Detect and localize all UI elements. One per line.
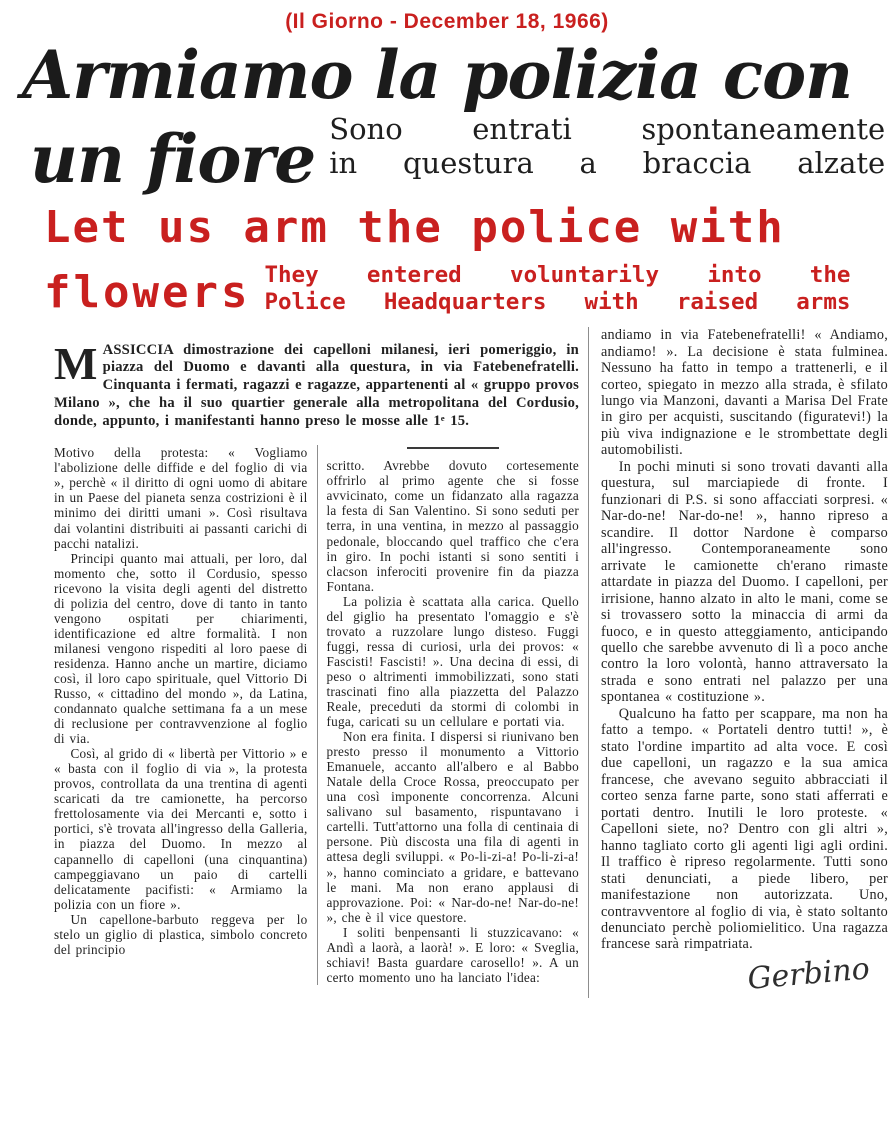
paragraph: Così, al grido di « libertà per Vittorio » e « basta con il foglio di via », la protesta provos, controllata da una trentina di agenti scaricati da tre camionette, ha percorso frettolosamente via dei Mercanti e, sotto i portici, s'è trovata all'ingresso della Galleria, in piazza del Duomo. In mezzo al capannello di capelloni (una cinquantina) campeggiavano un paio di cartelli delicatamente pacifisti: « Armiamo la polizia con un fiore ». (54, 746, 308, 912)
drop-cap: M (54, 337, 98, 389)
translation-subhead-line2: Police Headquarters with raised arms (264, 288, 851, 315)
translation-subhead (264, 262, 850, 315)
article-left-block (54, 327, 579, 998)
paragraph: scritto. Avrebbe dovuto cortesemente offrirlo al primo agente che si fosse avvicinato, come un fidanzato alla ragazza la festa di San Valentino. Si sono seduti per terra, in una ventina, in mezzo al passaggio pedonale, bloccando quel traffico che c'era in giro. In pochi istanti si sono sentiti i clacson inferociti provenire fin da piazza Fontana. (326, 458, 579, 594)
lead-text: ASSICCIA dimostrazione dei capelloni milanesi, ieri pomeriggio, in piazza del Duomo e davanti alla questura, in via Fatebenefratelli. Cinquanta i fermati, ragazzi e ragazze, appartenenti al « gruppo provos Milano », che ha il suo quartier generale alla metropolitana del Cordusio, donde, appunto, i manifestanti hanno preso le mosse alle 1ᵉ 15. (54, 341, 579, 429)
paragraph: In pochi minuti si sono trovati davanti alla questura, sul marciapiede di fronte. I funzionari di P.S. si sono affacciati sorpresi. « Nar-do-ne! Nar-do-ne! », hanno ripreso a scandire. Il dottor Nardone è comparso all'ingresso. Contemporaneamente sono arrivate le camionette ch'erano rimaste attardate in piazza del Duomo. I capelloni, per irrisione, hanno alzato in alto le mani, come se si trovassero sotto la minaccia di armi da fuoco, e in questo atteggiamento, anticipando quello che sarebbe avvenuto di lì a poco anche contro la loro volontà, hanno attraversato la strada e sono entrati nel palazzo per una spontanea « costituzione ». (601, 458, 888, 706)
column-3-text (601, 327, 888, 953)
translation-headline-line2: flowers (44, 267, 251, 319)
subhead-italian-line1: Sono entrati spontaneamente (329, 112, 886, 146)
subhead-italian (329, 112, 885, 180)
paragraph: Non era finita. I dispersi si riunivano ben presto presso il monumento a Vittorio Emanuele, accanto all'albero e al Babbo Natale della Croce Rossa, preoccupato per una così imponente concorrenza. Alcuni salivano sul basamento, rispuntavano i cartelli. Tutt'attorno una folla di centinaia di persone. Più discosta una fila di agenti in attesa degli sviluppi. « Po-li-zi-a! Po-li-zi-a! », hanno cominciato a gridare, e battevano le mani. Ma non erano applausi di approvazione. Poi: « Nar-do-ne! Nar-do-ne! », che è il vice questore. (326, 729, 579, 925)
paragraph: Qualcuno ha fatto per scappare, ma non ha fatto a tempo. « Portateli dentro tutti! », è stato l'ordine impartito ad alta voce. E così due capelloni, un ragazzo e la sua amica francese, che avevano seguito abbracciati il corteo senza farne parte, sono stati afferrati e portati dentro. Inutili le loro proteste. « Capelloni siete, no? Dentro con gli altri », hanno tagliato corto gli agenti ligi agli ordini. Il traffico è ripreso regolarmente. Tutti sono stati denunciati, a piede libero, per manifestazione non autorizzata. Uno, contravventore al foglio di via, è stato soltanto denunciato perchè poliomielitico. Una ragazza francese sarà rimpatriata. (601, 705, 888, 953)
column-2-separator-rule (407, 447, 499, 449)
paragraph: Principi quanto mai attuali, per loro, dal momento che, sotto il Cordusio, spesso ricevono la visita degli agenti del distretto di polizia del centro, dove di tanto in tanto vengono ospitati per chiarimenti, identificazione ed altre formalità. I non milanesi vengono rispediti al loro paese di residenza. Hanno anche un martire, diciamo così, il loro capo spirituale, quel Vittorio Di Russo, « cittadino del mondo », da Latina, condannato qualche settimana fa a un mese di reclusione per contravvenzione al foglio di via. (54, 550, 308, 747)
translation-subhead-line1: They entered voluntarily into the (264, 262, 851, 288)
lead-paragraph (54, 337, 579, 431)
column-3 (588, 327, 888, 998)
source-date-note: (Il Giorno - December 18, 1966) (285, 10, 609, 33)
column-2 (317, 445, 580, 985)
paragraph: andiamo in via Fatebenefratelli! « Andiamo, andiamo! ». La decisione è stata fulminea. Nessuno ha fatto in tempo a trattenerli, e il corteo, spiegato in mezzo alla strada, è sfilato lungo via Manzoni, davanti a Marisa Del Frate in giro per acquisti, suscitando (figuratevi!) la più viva indignazione e le strombettate degli automobilisti. (601, 327, 888, 459)
headline-italian-line1: Armiamo la polizia con (22, 36, 853, 114)
subhead-italian-line2: in questura a braccia alzate (329, 146, 886, 181)
handwritten-signature: Gerbino (746, 951, 872, 997)
paragraph: Un capellone-barbuto reggeva per lo stelo un giglio di plastica, simbolo concreto del principio (54, 911, 308, 957)
paragraph: I soliti benpensanti li stuzzicavano: « Andì a laorà, a laorà! ». E loro: « Sveglia, schiavi! Basta guardare carosello! ». A un certo momento uno ha lanciato l'idea: (326, 924, 579, 985)
column-2-text (327, 458, 580, 985)
column-1 (54, 445, 317, 985)
article-body (54, 327, 888, 998)
inner-columns (54, 445, 579, 985)
paragraph: La polizia è scattata alla carica. Quello del giglio ha presentato l'omaggio e s'è trovato a ruzzolare lungo disteso. Fuggi fuggi, ressa di curiosi, urla dei provos: « Fascisti! Fascisti! ». Una decina di essi, di peso o altrimenti immobilizzati, sono stati trascinati fino alla piazzetta del Palazzo Reale, preceduti da stormi di colombi in fuga, caricati su un cellulare e portati via. (326, 593, 579, 730)
headline-italian-line2: un fiore (30, 120, 316, 198)
headline-row2 (30, 112, 894, 198)
paragraph: Motivo della protesta: « Vogliamo l'abolizione delle diffide e del foglio di via », perchè « il diritto di ogni uomo di abitare in un Paese del pianeta senza costrizioni è il minimo dei diritti umani ». Così risultava dai volantini distribuiti ai passanti carichi di pacchi natalizi. (54, 445, 308, 551)
translation-row2 (44, 262, 894, 319)
translation-headline-line1: Let us arm the police with (44, 202, 785, 253)
